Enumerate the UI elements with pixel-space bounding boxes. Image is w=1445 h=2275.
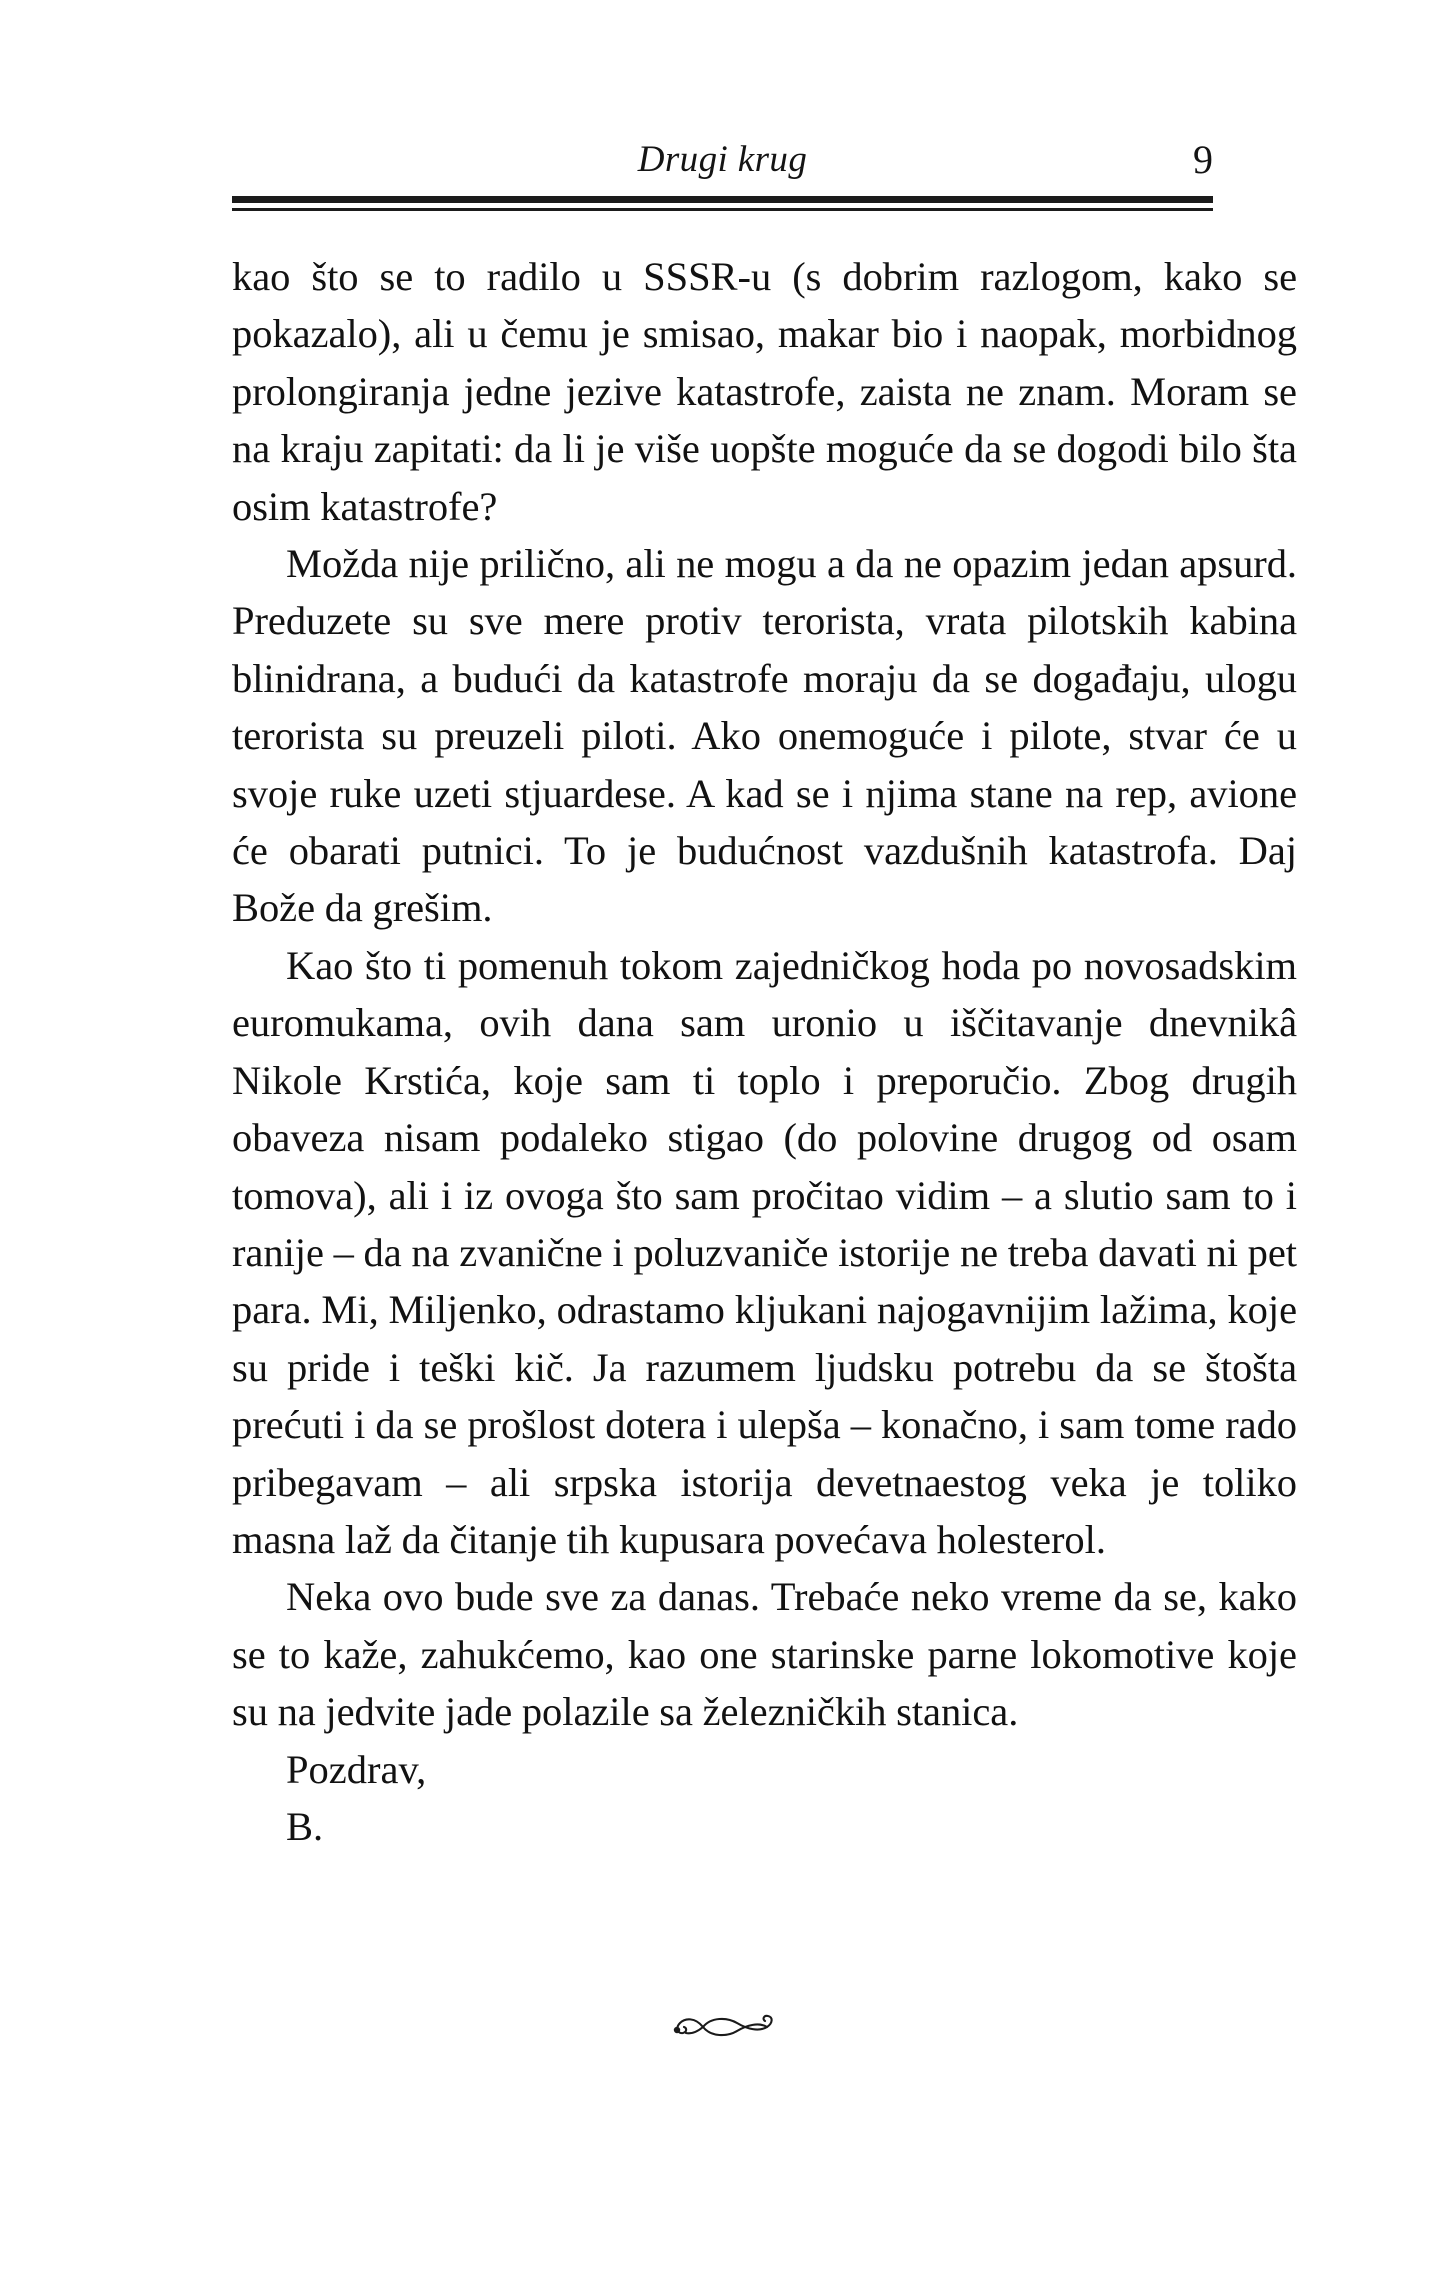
header-double-rule (232, 196, 1213, 211)
body-text-block (232, 248, 1297, 1855)
calligraphic-flourish-icon (663, 2010, 783, 2044)
running-head-title: Drugi krug (637, 139, 808, 180)
rule-thin (232, 208, 1213, 211)
paragraph-3: Kao što ti pomenuh tokom zajedničkog hoda po novosadskim euromukama, ovih dana sam uronio u iščitavanje dnevnikâ Nikole Krstića, koje sam ti toplo i preporučio. Zbog drugih obaveza nisam podaleko stigao (do polovine drugog od osam tomova), ali i iz ovoga što sam pročitao vidim – a slutio sam to i ranije – da na zvanične i poluzvaniče istorije ne treba davati ni pet para. Mi, Miljenko, odrastamo kljukani najogavnijim lažima, koje su pride i teški kič. Ja razumem ljudsku potrebu da se štošta prećuti i da se prošlost dotera i ulepša – konačno, i sam tome rado pribegavam – ali srpska istorija devetnaestog veka je toliko masna laž da čitanje tih kupusara povećava holesterol. (232, 942, 1297, 1562)
paragraph-2: Možda nije prilično, ali ne mogu a da ne opazim jedan apsurd. Preduzete su sve mere protiv terorista, vrata pilotskih kabina blinidrana, a budući da katastrofe moraju da se događaju, ulogu terorista su preuzeli piloti. Ako onemoguće i pilote, stvar će u svoje ruke uzeti stjuardese. A kad se i njima stane na rep, avione će obarati putnici. To je budućnost vazdušnih katastrofa. Daj Bože da grešim. (232, 541, 1297, 931)
closing-signature: B. (286, 1803, 324, 1849)
rule-thick (232, 196, 1213, 203)
page-number: 9 (1193, 137, 1213, 182)
paragraph-1: kao što se to radilo u SSSR-u (s dobrim razlogom, kako se pokazalo), ali u čemu je smisao, makar bio i naopak, morbidnog prolongiranja jedne jezive katastrofe, zaista ne znam. Moram se na kraju zapitati: da li je više uopšte moguće da se dogodi bilo šta osim katastrofe? (232, 254, 1297, 529)
running-head (232, 118, 1213, 182)
section-ornament (0, 2010, 1445, 2044)
paragraph-4: Neka ovo bude sve za danas. Trebaće neko vreme da se, kako se to kaže, zahukćemo, kao one starinske parne lokomotive koje su na jedvite jade polazile sa železničkih stanica. (232, 1574, 1297, 1735)
closing-salutation: Pozdrav, (286, 1746, 427, 1792)
flourish-dot (673, 2027, 679, 2033)
